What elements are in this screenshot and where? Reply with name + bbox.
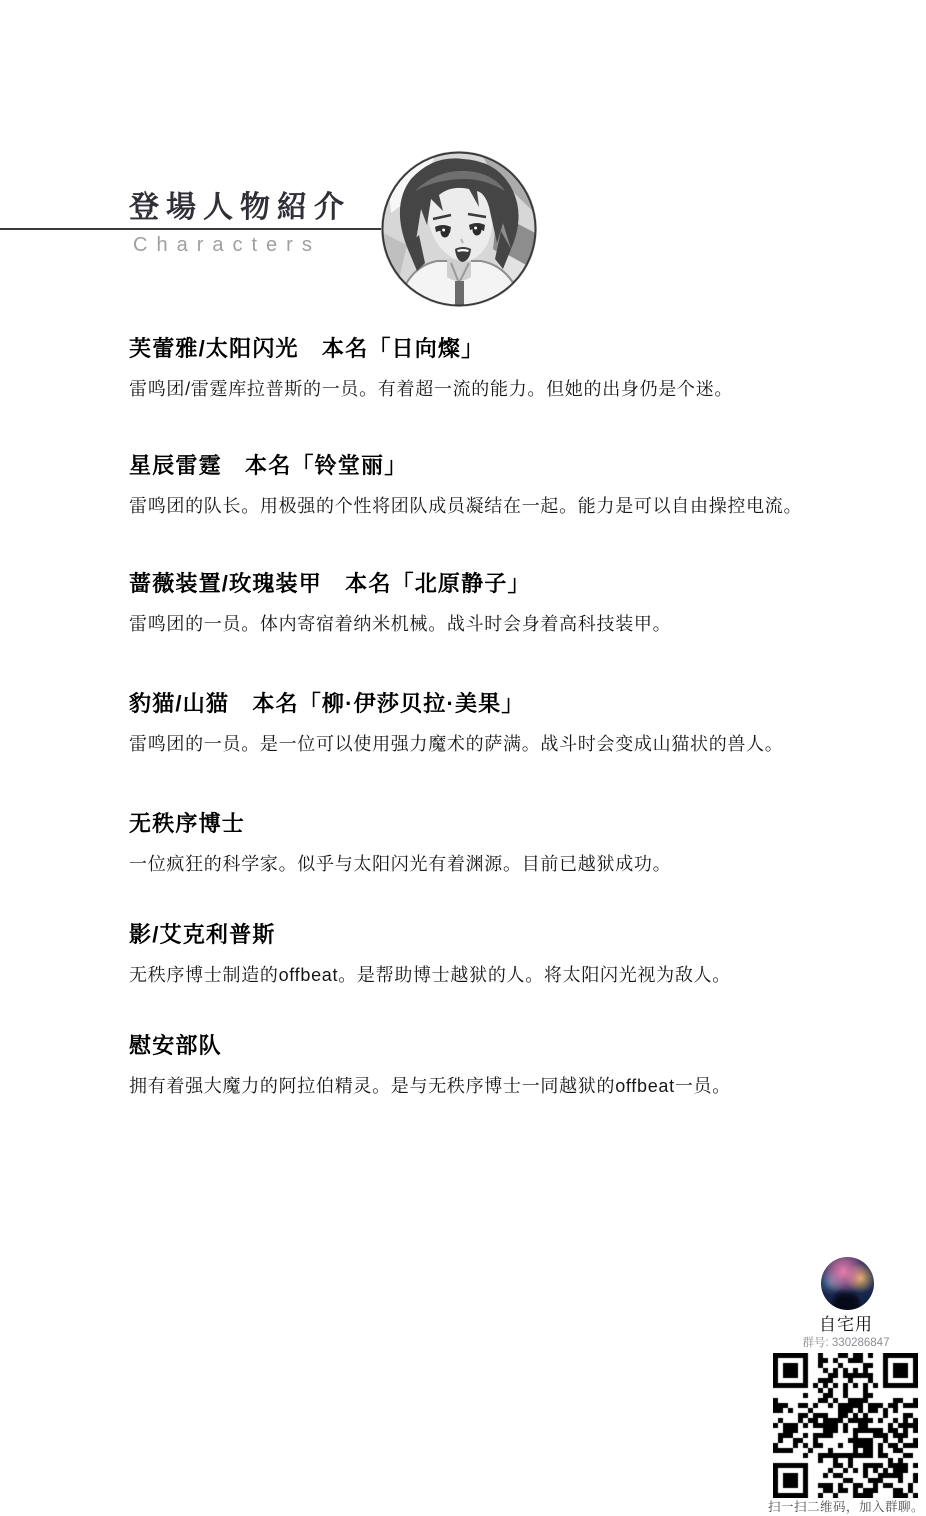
character-entry [129, 1031, 869, 1098]
character-name: 影/艾克利普斯 [129, 922, 276, 947]
character-description: 雷鸣团的队长。用极强的个性将团队成员凝结在一起。能力是可以自由操控电流。 [129, 496, 803, 516]
character-name: 蔷薇装置/玫瑰装甲 本名「北原静子」 [129, 571, 531, 596]
group-number: 群号: 330286847 [802, 1337, 890, 1349]
character-name: 慰安部队 [129, 1033, 222, 1058]
character-entry [129, 569, 869, 636]
character-description: 无秩序博士制造的offbeat。是帮助博士越狱的人。将太阳闪光视为敌人。 [129, 965, 731, 985]
character-name: 豹猫/山猫 本名「柳·伊莎贝拉·美果」 [129, 691, 525, 716]
qr-code-icon [773, 1353, 918, 1498]
character-name: 芙蕾雅/太阳闪光 本名「日向燦」 [129, 336, 485, 361]
character-entry [129, 334, 869, 401]
group-avatar [821, 1257, 874, 1310]
character-description: 雷鸣团的一员。体内寄宿着纳米机械。战斗时会身着高科技装甲。 [129, 614, 672, 634]
header-divider-line [0, 228, 383, 230]
page-subtitle: Characters [133, 234, 321, 256]
character-name: 星辰雷霆 本名「铃堂丽」 [129, 453, 408, 478]
character-description: 雷鸣团/雷霆库拉普斯的一员。有着超一流的能力。但她的出身仍是个迷。 [129, 379, 734, 399]
qr-caption: 扫一扫二维码，加入群聊。 [767, 1500, 924, 1514]
character-portrait-image [381, 151, 537, 307]
group-name: 自宅用 [819, 1315, 873, 1334]
anime-girl-portrait-icon [381, 151, 537, 307]
character-entry [129, 451, 869, 518]
character-description: 拥有着强大魔力的阿拉伯精灵。是与无秩序博士一同越狱的offbeat一员。 [129, 1076, 731, 1096]
character-entry [129, 689, 869, 756]
character-description: 一位疯狂的科学家。似乎与太阳闪光有着渊源。目前已越狱成功。 [129, 854, 672, 874]
character-description: 雷鸣团的一员。是一位可以使用强力魔术的萨满。战斗时会变成山猫状的兽人。 [129, 734, 784, 754]
character-entry [129, 809, 869, 876]
page-title: 登場人物紹介 [129, 191, 351, 224]
character-entry [129, 920, 869, 987]
character-name: 无秩序博士 [129, 811, 246, 836]
